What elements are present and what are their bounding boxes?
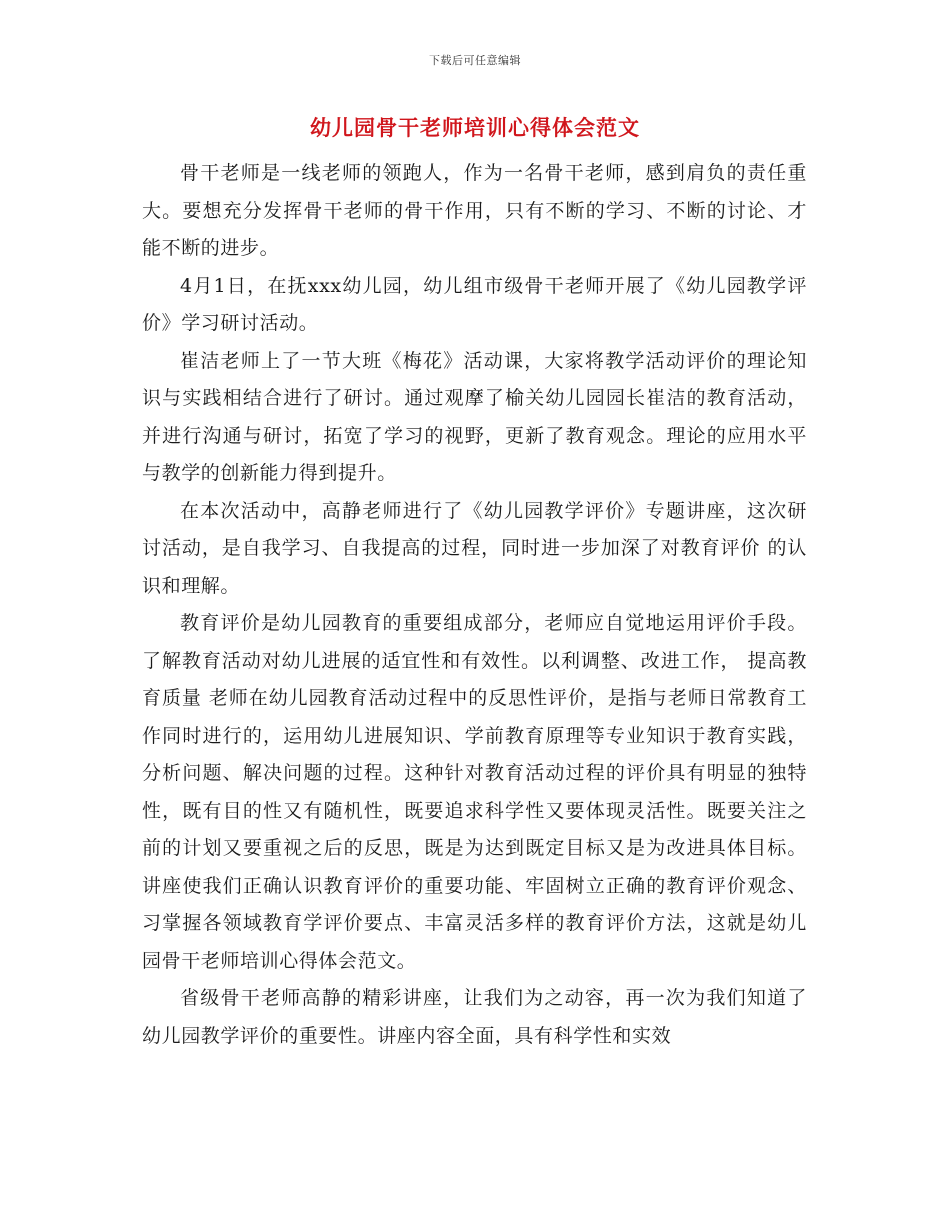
header-note: 下载后可任意编辑 — [429, 54, 521, 67]
paragraph: 教育评价是幼儿园教育的重要组成部分，老师应自觉地运用评价手段。了解教育活动对幼儿进展的适宜性和有效性。以利调整、改进工作， 提高教育质量 老师在幼儿园教育活动过程中的反思性评价，是指与老师日常教育工作同时进行的，运用幼儿进展知识、学前教育原理等专业知识于教育实践，分析问题、解决问题的过程。这种针对教育活动过程的评价具有明显的独特性，既有目的性又有随机性，既要追求科学性又要体现灵活性。既要关注之前的计划又要重视之后的反思，既是为达到既定目标又是为改进具体目标。讲座使我们正确认识教育评价的重要功能、牢固树立正确的教育评价观念、习掌握各领域教育学评价要点、丰富灵活多样的教育评价方法，这就是幼儿园骨干老师培训心得体会范文。 — [142, 612, 807, 972]
document-body — [142, 155, 807, 1055]
paragraph: 在本次活动中，高静老师进行了《幼儿园教学评价》专题讲座，这次研讨活动，是自我学习、自我提高的过程，同时进一步加深了对教育评价 的认识和理解。 — [142, 499, 807, 597]
paragraph: 崔洁老师上了一节大班《梅花》活动课，大家将教学活动评价的理论知识与实践相结合进行了研讨。通过观摩了榆关幼儿园园长崔洁的教育活动，并进行沟通与研讨，拓宽了学习的视野，更新了教育观念。理论的应用水平与教学的创新能力得到提升。 — [142, 349, 807, 484]
paragraph: 4月1日，在抚xxx幼儿园，幼儿组市级骨干老师开展了《幼儿园教学评价》学习研讨活动。 — [142, 274, 807, 334]
paragraph: 省级骨干老师高静的精彩讲座，让我们为之动容，再一次为我们知道了幼儿园教学评价的重要性。讲座内容全面，具有科学性和实效 — [142, 987, 807, 1047]
document-title: 幼儿园骨干老师培训心得体会范文 — [310, 115, 640, 140]
paragraph: 骨干老师是一线老师的领跑人，作为一名骨干老师，感到肩负的责任重大。要想充分发挥骨干老师的骨干作用，只有不断的学习、不断的讨论、才能不断的进步。 — [142, 162, 807, 259]
